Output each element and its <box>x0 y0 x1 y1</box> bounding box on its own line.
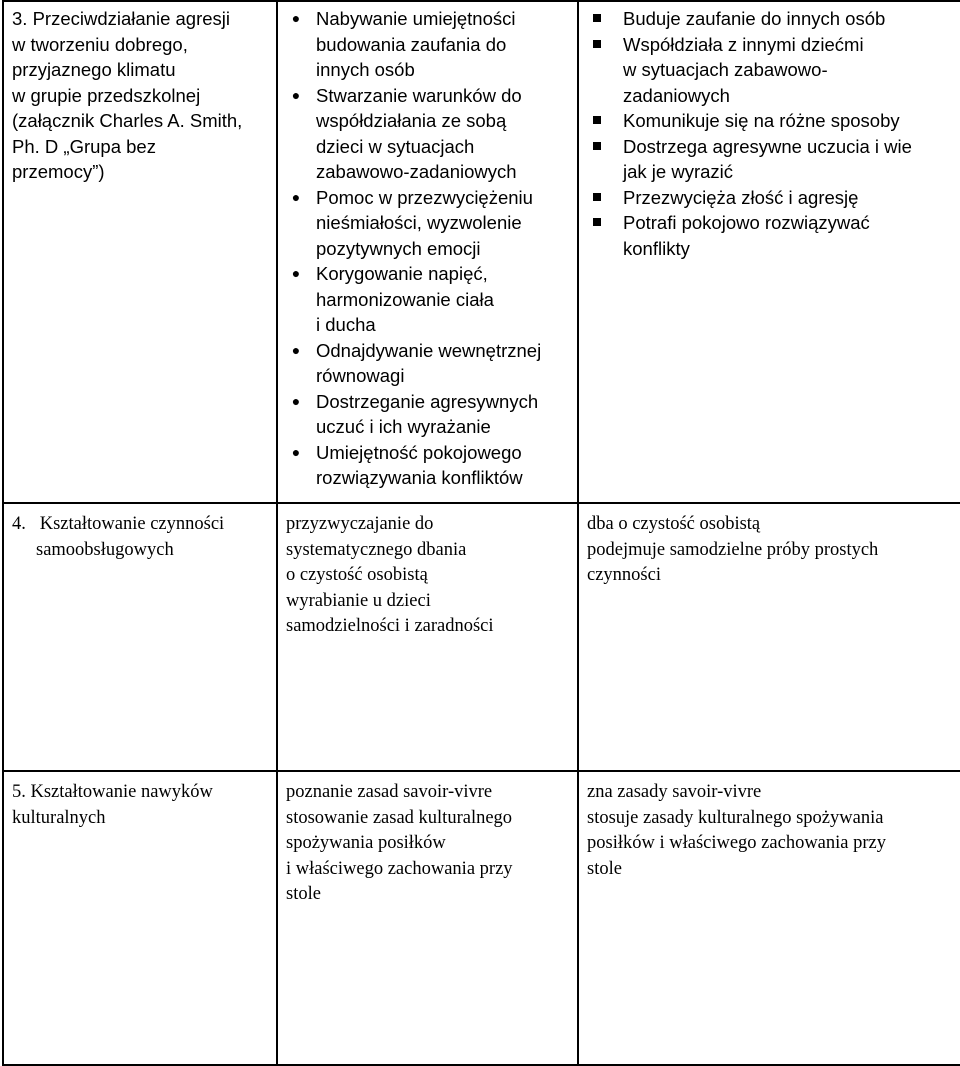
item-line: Nabywanie umiejętności <box>316 8 516 29</box>
item-line: Przezwycięża złość i agresję <box>623 186 859 208</box>
objective-line: i właściwego zachowania przy <box>286 858 513 879</box>
item-line: rozwiązywania konfliktów <box>316 467 523 488</box>
objective-line: stosowanie zasad kulturalnego <box>286 807 513 828</box>
square-bullet-icon <box>593 142 601 150</box>
objective-line: o czystość osobistą <box>286 565 428 585</box>
item-number: 4. <box>12 514 26 534</box>
bullet-icon: ● <box>291 443 301 460</box>
bullet-icon: ● <box>291 341 301 358</box>
area-line: (załącznik Charles A. Smith, <box>12 110 243 131</box>
objective-line: poznanie zasad savoir-vivre <box>286 782 493 802</box>
outcome-line: podejmuje samodzielne próby prostych <box>587 539 879 560</box>
area-cell <box>3 503 277 771</box>
objective-line: stole <box>286 884 321 904</box>
item-line: Dostrzeganie agresywnych <box>316 390 539 412</box>
table-row <box>3 771 960 1065</box>
item-line: innych osób <box>316 59 415 80</box>
square-bullet-icon <box>593 40 601 48</box>
area-cell <box>3 771 277 1065</box>
outcome-line: czynności <box>587 565 661 585</box>
outcome-line: posiłków i właściwego zachowania przy <box>587 833 886 853</box>
goals-table <box>2 0 960 1066</box>
item-line: Pomoc w przezwyciężeniu <box>316 186 533 208</box>
outcomes-cell <box>578 503 960 771</box>
item-line: współdziałania ze sobą <box>316 110 507 131</box>
area-line: 3. Przeciwdziałanie agresji <box>12 8 230 29</box>
area-line: kulturalnych <box>12 807 106 828</box>
table-row <box>3 1 960 503</box>
item-line: Współdziała z innymi dziećmi <box>623 33 864 55</box>
bullet-icon: ● <box>291 10 301 26</box>
item-line: pozytywnych emocji <box>316 237 481 259</box>
area-line: przyjaznego klimatu <box>12 59 176 80</box>
objectives-list <box>286 6 569 491</box>
area-line: Ph. D „Grupa bez <box>12 135 156 157</box>
item-line: Dostrzega agresywne uczucia i wie <box>623 135 912 157</box>
item-line: uczuć i ich wyrażanie <box>316 416 491 437</box>
item-line: zabawowo-zadaniowych <box>316 161 517 182</box>
item-line: Buduje zaufanie do innych osób <box>623 8 886 29</box>
objective-line: systematycznego dbania <box>286 539 467 560</box>
bullet-icon: ● <box>291 265 301 281</box>
outcomes-cell <box>578 1 960 503</box>
area-line <box>12 512 268 538</box>
item-line: Odnajdywanie wewnętrznej <box>316 339 542 361</box>
list-item <box>286 440 569 491</box>
area-line: 5. Kształtowanie nawyków <box>12 782 213 802</box>
list-item <box>286 83 569 185</box>
list-item <box>286 261 569 338</box>
item-line: harmonizowanie ciała <box>316 288 494 310</box>
item-line: zadaniowych <box>623 84 730 106</box>
objectives-cell <box>277 1 578 503</box>
outcome-line: zna zasady savoir-vivre <box>587 782 762 802</box>
item-line: nieśmiałości, wyzwolenie <box>316 212 522 233</box>
square-bullet-icon <box>593 116 601 124</box>
table-row <box>3 503 960 771</box>
outcome-line: stosuje zasady kulturalnego spożywania <box>587 807 884 828</box>
list-item <box>286 185 569 262</box>
list-item <box>286 338 569 389</box>
item-line: i ducha <box>316 314 376 335</box>
area-line: przemocy”) <box>12 161 105 182</box>
area-text: Kształtowanie czynności <box>39 514 225 534</box>
bullet-icon: ● <box>291 392 301 409</box>
objective-line: spożywania posiłków <box>286 833 446 853</box>
item-line: Stwarzanie warunków do <box>316 84 522 106</box>
list-item <box>587 108 952 134</box>
list-item <box>587 210 952 261</box>
outcomes-list <box>587 6 952 261</box>
objective-line: wyrabianie u dzieci <box>286 590 431 611</box>
bullet-icon: ● <box>291 86 301 103</box>
item-line: jak je wyrazić <box>623 161 733 182</box>
list-item <box>587 6 952 32</box>
bullet-icon: ● <box>291 188 301 205</box>
item-line: Komunikuje się na różne sposoby <box>623 110 900 131</box>
square-bullet-icon <box>593 193 601 201</box>
list-item <box>587 32 952 109</box>
list-item <box>286 6 569 83</box>
area-line: w grupie przedszkolnej <box>12 84 201 106</box>
list-item <box>587 185 952 211</box>
item-line: dzieci w sytuacjach <box>316 135 475 157</box>
outcome-line: stole <box>587 858 622 879</box>
area-line: samoobsługowych <box>36 539 174 560</box>
objectives-cell <box>277 771 578 1065</box>
item-line: w sytuacjach zabawowo- <box>623 59 828 80</box>
outcome-line: dba o czystość osobistą <box>587 514 761 534</box>
outcomes-cell <box>578 771 960 1065</box>
area-line: w tworzeniu dobrego, <box>12 33 188 55</box>
item-line: konflikty <box>623 237 690 259</box>
item-line: Umiejętność pokojowego <box>316 441 522 463</box>
square-bullet-icon <box>593 218 601 226</box>
item-line: Korygowanie napięć, <box>316 263 488 284</box>
objective-line: samodzielności i zaradności <box>286 616 494 636</box>
item-line: Potrafi pokojowo rozwiązywać <box>623 212 870 233</box>
list-item <box>286 389 569 440</box>
area-cell <box>3 1 277 503</box>
list-item <box>587 134 952 185</box>
square-bullet-icon <box>593 14 601 22</box>
item-line: budowania zaufania do <box>316 33 507 55</box>
objective-line: przyzwyczajanie do <box>286 514 434 534</box>
objectives-cell <box>277 503 578 771</box>
item-line: równowagi <box>316 365 405 386</box>
